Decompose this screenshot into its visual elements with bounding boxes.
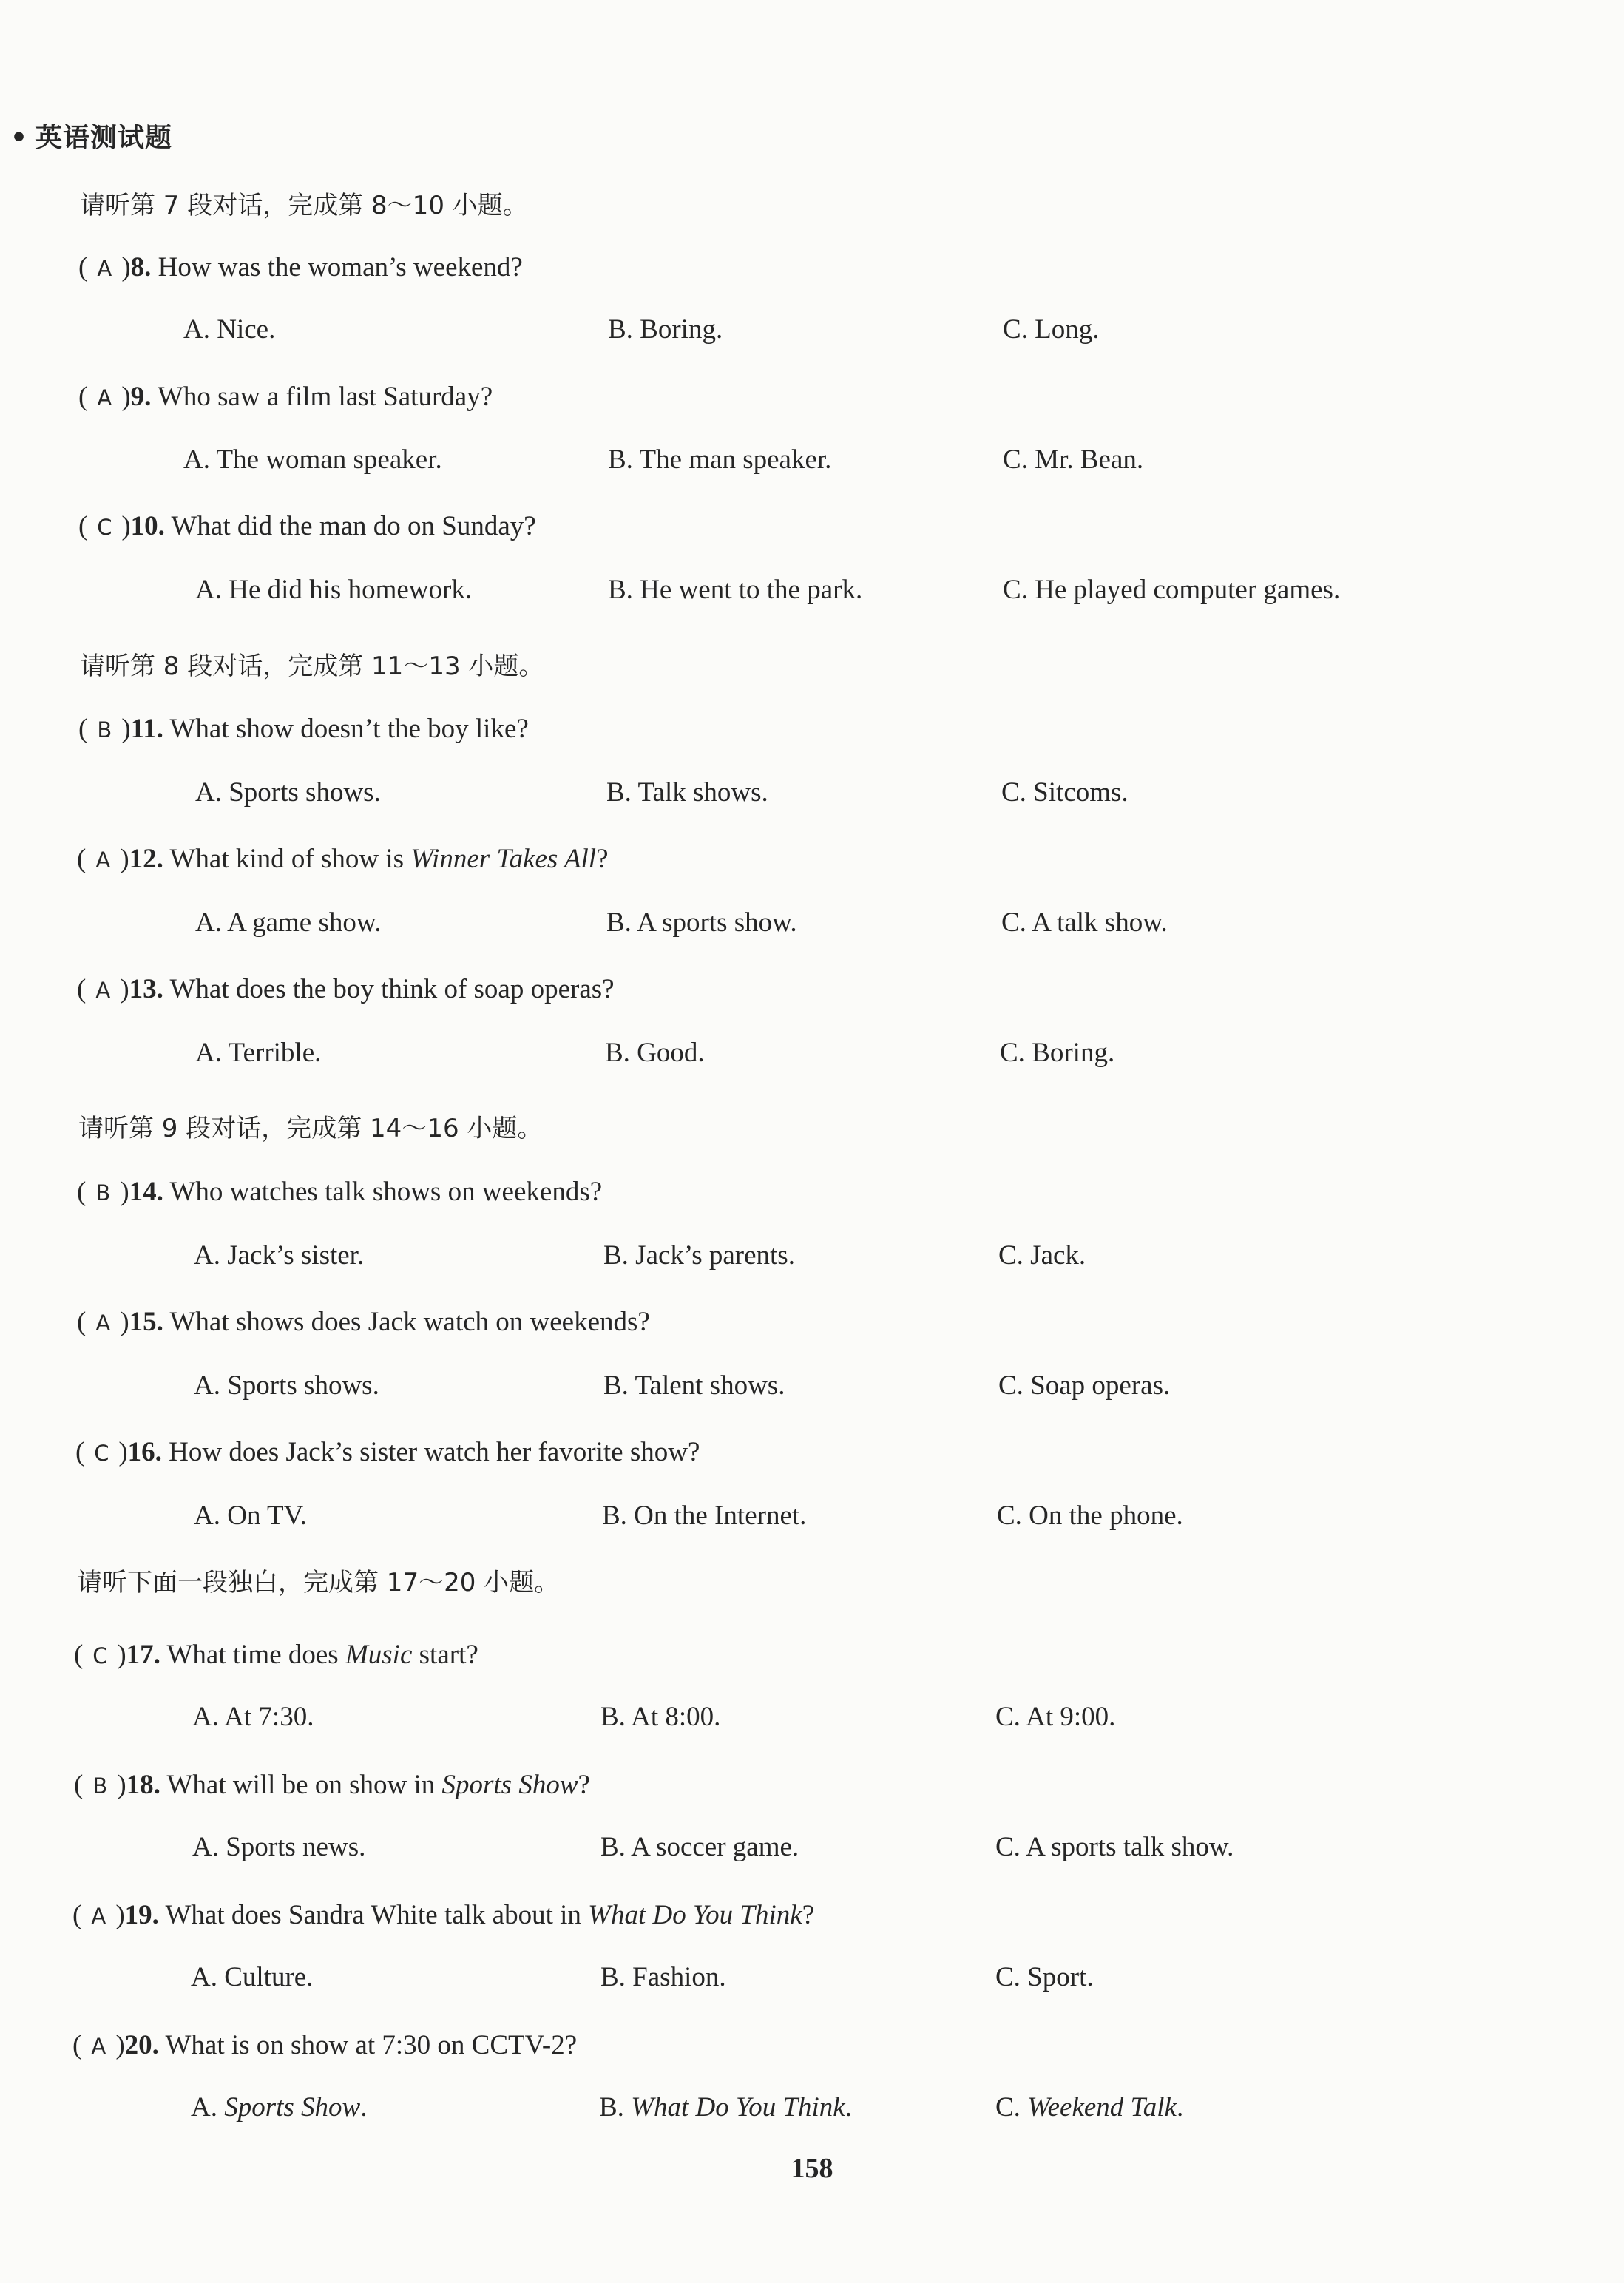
- answer-mark: B: [97, 717, 112, 743]
- question-text: What did the man do on Sunday?: [164, 511, 536, 541]
- option-c: [1003, 574, 1340, 606]
- question-number: 18.: [126, 1770, 160, 1800]
- option-b: [608, 574, 862, 606]
- option-text-end: .: [360, 2092, 368, 2123]
- open-paren: (: [74, 1640, 84, 1670]
- option-text: A. Terrible.: [195, 1038, 322, 1068]
- option-c: [995, 1831, 1234, 1863]
- option-a: [192, 1701, 314, 1733]
- question-13: [77, 973, 615, 1005]
- option-text: B. At 8:00.: [600, 1702, 721, 1732]
- answer-mark: A: [91, 2034, 106, 2059]
- open-paren: (: [78, 714, 88, 744]
- option-text: A. The woman speaker.: [183, 444, 442, 475]
- answer-mark: A: [95, 1310, 111, 1336]
- option-c: [1000, 1037, 1114, 1069]
- question-20: [72, 2029, 577, 2061]
- option-text-end: .: [1176, 2092, 1184, 2123]
- option-text: B. A soccer game.: [600, 1832, 799, 1862]
- answer-mark: A: [97, 256, 112, 281]
- answer-mark: C: [94, 1441, 109, 1466]
- open-paren: (: [78, 382, 88, 412]
- option-b: [600, 1961, 726, 1993]
- option-c: [995, 2091, 1183, 2123]
- option-a: [183, 314, 275, 345]
- option-a: [192, 1831, 365, 1863]
- bullet-dot: •: [10, 123, 29, 153]
- open-paren: (: [77, 974, 87, 1004]
- option-a: [194, 1500, 307, 1532]
- option-text: C. He played computer games.: [1003, 575, 1341, 605]
- answer-mark: C: [97, 515, 112, 540]
- option-text: A. On TV.: [194, 1501, 307, 1531]
- close-paren: ): [121, 511, 131, 541]
- page-header: [10, 117, 172, 155]
- option-text: B. On the Internet.: [602, 1501, 807, 1531]
- option-title-italic: Weekend Talk: [1027, 2092, 1177, 2123]
- close-paren: ): [117, 1770, 126, 1800]
- section-instruction: 请听第 8 段对话，完成第 11～13 小题。: [80, 652, 544, 681]
- question-number: 11.: [130, 714, 163, 744]
- option-text: B. Good.: [605, 1038, 705, 1068]
- open-paren: (: [72, 1900, 82, 1930]
- option-text: A.: [191, 2092, 225, 2123]
- answer-mark: B: [95, 1180, 111, 1205]
- option-text: A. Sports shows.: [195, 777, 381, 808]
- answer-mark: A: [95, 848, 111, 873]
- option-text: C. On the phone.: [997, 1501, 1183, 1531]
- question-text: What does Sandra White talk about in: [158, 1900, 589, 1930]
- option-a: [195, 907, 381, 938]
- question-number: 8.: [130, 252, 152, 283]
- open-paren: (: [75, 1437, 85, 1467]
- question-15: [77, 1306, 650, 1338]
- close-paren: ): [120, 844, 129, 874]
- question-number: 20.: [124, 2030, 159, 2060]
- close-paren: ): [115, 1900, 125, 1930]
- option-a: [191, 1961, 313, 1993]
- close-paren: ): [121, 252, 131, 283]
- option-a: [183, 444, 442, 476]
- close-paren: ): [120, 1307, 129, 1337]
- option-text: C. Boring.: [1000, 1038, 1115, 1068]
- option-text: B. Talent shows.: [603, 1370, 785, 1401]
- option-a: [195, 777, 381, 808]
- question-text-end: start?: [412, 1640, 478, 1670]
- option-c: [995, 1701, 1115, 1733]
- open-paren: (: [78, 511, 88, 541]
- close-paren: ): [118, 1437, 128, 1467]
- option-text: B. A sports show.: [606, 907, 797, 938]
- option-text: A. Nice.: [183, 314, 276, 345]
- open-paren: (: [77, 1307, 87, 1337]
- option-b: [603, 1370, 785, 1401]
- question-text: What will be on show in: [160, 1770, 442, 1800]
- question-18: [74, 1769, 590, 1801]
- option-c: [995, 1961, 1094, 1993]
- section-instruction: 请听第 9 段对话，完成第 14～16 小题。: [78, 1114, 543, 1143]
- option-b: [599, 2091, 852, 2123]
- open-paren: (: [74, 1770, 84, 1800]
- question-text: What kind of show is: [163, 844, 411, 874]
- question-text: Who watches talk shows on weekends?: [163, 1177, 603, 1207]
- question-title-italic: What Do You Think: [588, 1900, 802, 1930]
- question-12: [77, 843, 609, 875]
- option-b: [602, 1500, 806, 1532]
- question-title-italic: Sports Show: [441, 1770, 578, 1800]
- option-a: [194, 1239, 364, 1271]
- question-text: Who saw a film last Saturday?: [151, 382, 493, 412]
- question-text: What shows does Jack watch on weekends?: [163, 1307, 650, 1337]
- option-b: [600, 1701, 720, 1733]
- option-c: [1003, 444, 1143, 476]
- answer-mark: A: [97, 385, 112, 410]
- close-paren: ): [120, 974, 129, 1004]
- option-text: C. Sitcoms.: [1001, 777, 1129, 808]
- option-text: B. Fashion.: [600, 1962, 726, 1992]
- question-number: 9.: [130, 382, 152, 412]
- option-text: C. A sports talk show.: [995, 1832, 1234, 1862]
- option-text: A. Sports shows.: [194, 1370, 379, 1401]
- close-paren: ): [120, 1177, 129, 1207]
- option-text: A. Culture.: [191, 1962, 314, 1992]
- question-number: 13.: [129, 974, 163, 1004]
- question-number: 16.: [127, 1437, 162, 1467]
- option-c: [1003, 314, 1100, 345]
- option-text: C. A talk show.: [1001, 907, 1168, 938]
- question-14: [77, 1176, 602, 1208]
- option-text: B. Boring.: [608, 314, 723, 345]
- option-b: [608, 444, 831, 476]
- question-17: [74, 1639, 478, 1671]
- option-text: C. Long.: [1003, 314, 1100, 345]
- question-text: What does the boy think of soap operas?: [163, 974, 615, 1004]
- section-instruction: 请听第 7 段对话，完成第 8～10 小题。: [80, 191, 528, 220]
- question-text: How was the woman’s weekend?: [151, 252, 523, 283]
- option-b: [608, 314, 723, 345]
- question-text: What time does: [160, 1640, 345, 1670]
- option-text: B. He went to the park.: [608, 575, 863, 605]
- option-c: [997, 1500, 1183, 1532]
- question-text-end: ?: [578, 1770, 590, 1800]
- option-b: [606, 777, 768, 808]
- option-text: C. At 9:00.: [995, 1702, 1116, 1732]
- option-title-italic: Sports Show: [224, 2092, 361, 2123]
- question-text-end: ?: [596, 844, 609, 874]
- question-number: 15.: [129, 1307, 163, 1337]
- question-16: [75, 1436, 700, 1468]
- close-paren: ): [115, 2030, 125, 2060]
- open-paren: (: [72, 2030, 82, 2060]
- option-b: [600, 1831, 799, 1863]
- question-9: [78, 381, 493, 413]
- open-paren: (: [77, 844, 87, 874]
- question-11: [78, 713, 529, 745]
- answer-mark: A: [91, 1904, 106, 1929]
- option-text: B. Jack’s parents.: [603, 1240, 795, 1271]
- option-text: B. The man speaker.: [608, 444, 832, 475]
- option-text: A. At 7:30.: [192, 1702, 314, 1732]
- answer-mark: A: [95, 978, 111, 1003]
- option-c: [1001, 907, 1168, 938]
- option-text: A. A game show.: [195, 907, 382, 938]
- question-text: How does Jack’s sister watch her favorite show?: [161, 1437, 700, 1467]
- option-b: [603, 1239, 795, 1271]
- option-c: [998, 1370, 1170, 1401]
- question-title-italic: Winner Takes All: [410, 844, 597, 874]
- close-paren: ): [121, 382, 131, 412]
- question-number: 19.: [124, 1900, 159, 1930]
- question-number: 10.: [130, 511, 165, 541]
- question-number: 14.: [129, 1177, 163, 1207]
- question-number: 17.: [126, 1640, 160, 1670]
- answer-mark: B: [92, 1773, 108, 1799]
- header-title: 英语测试题: [35, 123, 173, 153]
- option-text: A. He did his homework.: [195, 575, 473, 605]
- option-text: B.: [599, 2092, 632, 2123]
- option-title-italic: What Do You Think: [631, 2092, 845, 2123]
- answer-mark: C: [92, 1643, 108, 1668]
- option-text: A. Sports news.: [192, 1832, 366, 1862]
- option-text: C. Soap operas.: [998, 1370, 1171, 1401]
- option-text: B. Talk shows.: [606, 777, 768, 808]
- option-b: [606, 907, 797, 938]
- option-text-end: .: [845, 2092, 852, 2123]
- open-paren: (: [78, 252, 88, 283]
- option-c: [1001, 777, 1129, 808]
- section-instruction: 请听下面一段独白，完成第 17～20 小题。: [77, 1568, 560, 1597]
- question-number: 12.: [129, 844, 163, 874]
- option-a: [194, 1370, 379, 1401]
- option-text: C. Jack.: [998, 1240, 1086, 1271]
- option-b: [605, 1037, 705, 1069]
- question-19: [72, 1899, 814, 1931]
- close-paren: ): [117, 1640, 126, 1670]
- question-title-italic: Music: [345, 1640, 413, 1670]
- option-a: [195, 1037, 321, 1069]
- option-c: [998, 1239, 1086, 1271]
- question-text-end: ?: [802, 1900, 815, 1930]
- option-text: C. Mr. Bean.: [1003, 444, 1144, 475]
- question-10: [78, 510, 536, 542]
- option-text: C.: [995, 2092, 1028, 2123]
- option-text: C. Sport.: [995, 1962, 1094, 1992]
- question-8: [78, 251, 523, 283]
- question-text: What is on show at 7:30 on CCTV-2?: [158, 2030, 578, 2060]
- option-text: A. Jack’s sister.: [194, 1240, 365, 1271]
- close-paren: ): [121, 714, 131, 744]
- open-paren: (: [77, 1177, 87, 1207]
- option-a: [195, 574, 472, 606]
- option-a: [191, 2091, 368, 2123]
- page-number: 158: [791, 2153, 833, 2184]
- question-text: What show doesn’t the boy like?: [163, 714, 529, 744]
